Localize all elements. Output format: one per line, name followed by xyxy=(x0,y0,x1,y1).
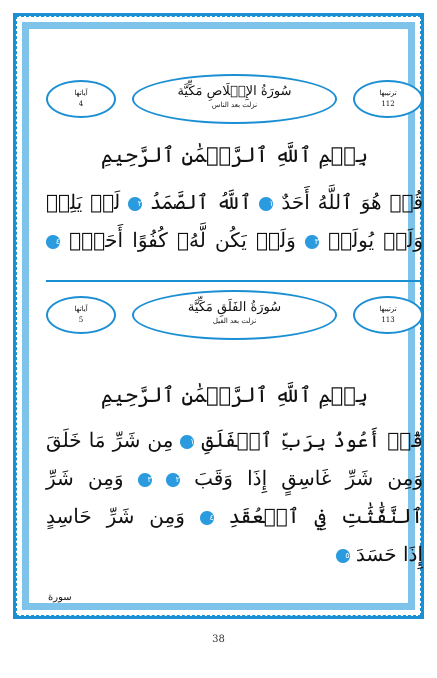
verse-text: مِن شَرِّ مَا خَلَقَ xyxy=(46,428,174,452)
verse-count-value: 4 xyxy=(78,100,84,108)
page-number: 38 xyxy=(212,634,225,645)
verse-line xyxy=(46,186,423,218)
verse-text: ٱلنَّفَّٰثَٰتِ فِي ٱلۡعُقَدِ xyxy=(228,504,424,528)
verse-number-marker: ١ xyxy=(259,197,273,211)
verse-number-marker: ٤ xyxy=(200,511,214,525)
surah-header-ikhlas xyxy=(46,70,423,126)
verse-text: وَلَمۡ يَكُن لَّهُۥ كُفُوًا أَحَدُۢ xyxy=(69,228,296,252)
page-border xyxy=(13,13,424,619)
surah-revelation-note: نزلت بعد الفيل xyxy=(212,317,257,325)
surah-title: سُورَةُ الفَلَقِ مَكِّيَّة xyxy=(187,300,282,315)
verse-text: ٱللَّهُ ٱلصَّمَدُ xyxy=(149,190,252,214)
surah-order-label: ترتيبها xyxy=(379,89,397,97)
verse-number-marker: ٤ xyxy=(46,235,60,249)
verse-count-label: آياتها xyxy=(74,305,88,313)
verse-text: قُلۡ هُوَ ٱللَّهُ أَحَدٌ xyxy=(281,190,424,214)
verse-text: إِذَا حَسَدَ xyxy=(355,542,423,566)
verse-number-marker: ٢ xyxy=(166,473,180,487)
verse-number-marker: ٣ xyxy=(305,235,319,249)
basmala: بِسۡمِ ٱللَّهِ ٱلرَّحۡمَٰنِ ٱلرَّحِيمِ xyxy=(100,143,369,167)
verse-text: لَمۡ يَلِدۡ xyxy=(46,190,121,214)
verse-count-value: 5 xyxy=(78,316,84,324)
verse-line xyxy=(46,424,423,456)
page-content xyxy=(46,44,423,622)
surah-revelation-note: نزلت بعد الناس xyxy=(211,101,258,109)
basmala: بِسۡمِ ٱللَّهِ ٱلرَّحۡمَٰنِ ٱلرَّحِيمِ xyxy=(100,383,369,407)
verse-text: وَمِن شَرِّ حَاسِدٍ xyxy=(46,504,185,528)
catchword: سورة xyxy=(48,592,72,603)
verse-number-marker: ١ xyxy=(180,435,194,449)
verse-text: قُلۡ أَعُوذُ بِرَبِّ ٱلۡفَلَقِ xyxy=(201,428,423,452)
verse-count-badge xyxy=(46,80,116,118)
verse-line xyxy=(46,500,423,532)
surah-header-falaq xyxy=(46,286,423,342)
surah-title: سُورَةُ الإِخۡلَاصِ مَكِّيَّة xyxy=(177,84,292,99)
verse-text: وَلَمۡ يُولَدۡ xyxy=(328,228,424,252)
verse-number-marker: ٥ xyxy=(336,549,350,563)
verse-line xyxy=(163,538,423,570)
verse-text: وَمِن شَرِّ xyxy=(46,466,124,490)
surah-title-cartouche xyxy=(132,290,337,340)
surah-title-cartouche xyxy=(132,74,337,124)
verse-number-marker: ٣ xyxy=(138,473,152,487)
verse-line xyxy=(46,224,423,256)
verse-number-marker: ٢ xyxy=(128,197,142,211)
verse-text: وَمِن شَرِّ غَاسِقٍ إِذَا وَقَبَ xyxy=(194,466,424,490)
verse-line xyxy=(46,462,423,494)
verse-count-badge xyxy=(46,296,116,334)
verse-count-label: آياتها xyxy=(74,89,88,97)
surah-order-label: ترتيبها xyxy=(379,305,397,313)
surah-order-badge xyxy=(353,80,423,118)
surah-order-badge xyxy=(353,296,423,334)
section-divider xyxy=(46,280,423,282)
surah-order-value: 113 xyxy=(381,316,395,324)
surah-order-value: 112 xyxy=(381,100,395,108)
